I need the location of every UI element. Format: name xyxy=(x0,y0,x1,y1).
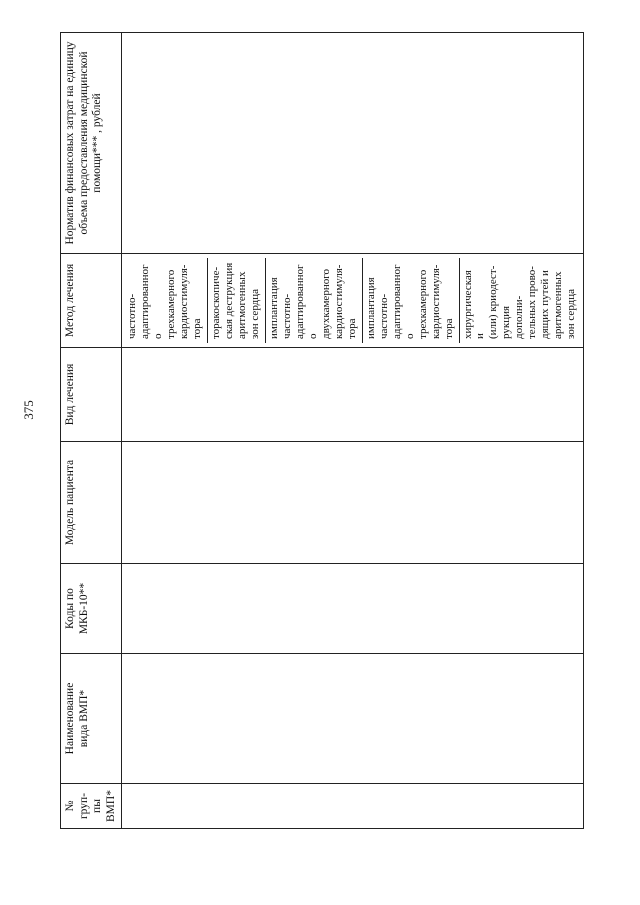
cell-patient-model xyxy=(122,442,584,564)
method-item xyxy=(208,258,266,343)
method-item xyxy=(124,258,208,343)
method-item xyxy=(363,258,460,343)
cell-cost-standard xyxy=(122,33,584,254)
method-text: торакоскопиче- ская деструкция аритмогенных зон сердца xyxy=(210,262,261,339)
page-number-text: 375 xyxy=(21,400,36,420)
method-text: имплантация частотно- адаптированного трехкамерного кардиостимуля- тора xyxy=(364,264,455,339)
page-number xyxy=(21,90,37,730)
header-treatment-method: Метод лечения xyxy=(61,254,122,348)
cell-icd-codes xyxy=(122,564,584,654)
header-patient-model: Модель пациента xyxy=(61,442,122,564)
header-icd-codes: Коды по МКБ-10** xyxy=(61,564,122,654)
header-treatment-type: Вид лечения xyxy=(61,348,122,442)
method-item xyxy=(460,258,582,343)
header-cost-standard: Норматив финансовых затрат на единицу объема предоставления медицинской помощи*** , рублей xyxy=(61,33,122,254)
method-item xyxy=(266,258,363,343)
table-header-row xyxy=(61,33,122,829)
header-group-number: № груп- пы ВМП* xyxy=(61,784,122,829)
table-row xyxy=(122,33,584,829)
cell-treatment-methods xyxy=(122,254,584,348)
cell-vmp-name xyxy=(122,654,584,784)
vmp-table xyxy=(60,32,584,829)
method-text: частотно- адаптированного трехкамерного кардиостимуля- тора xyxy=(126,264,204,339)
header-vmp-name: Наименование вида ВМП* xyxy=(61,654,122,784)
method-text: имплантация частотно- адаптированного двухкамерного кардиостимуля- тора xyxy=(267,264,358,339)
method-text: хирургическая и (или) криодест- рукция дополни- тельных прово- дящих путей и аритмогенных зон сердца xyxy=(461,265,578,339)
cell-group-number xyxy=(122,784,584,829)
cell-treatment-type xyxy=(122,348,584,442)
rotated-table-container xyxy=(60,33,578,829)
